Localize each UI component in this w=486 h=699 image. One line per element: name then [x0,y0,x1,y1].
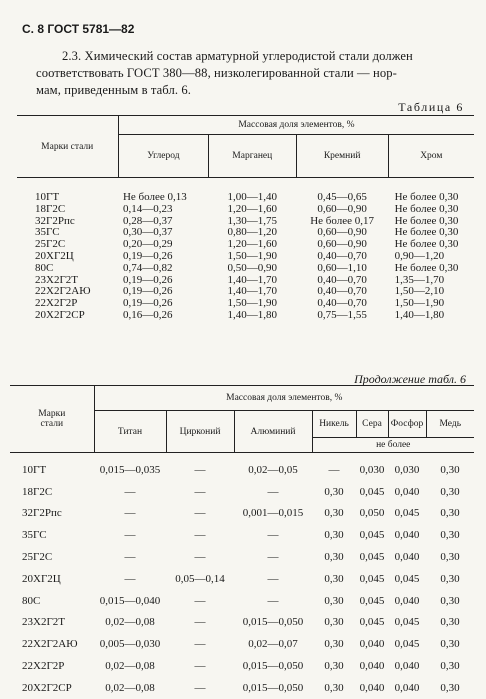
value-cell: 0,001—0,015 [242,507,304,520]
table-row [17,310,475,322]
table-row [17,204,475,216]
value-cell: Не более 0,30 [394,226,459,239]
table-row [10,459,474,481]
value-cell: 1,40—1,70 [227,285,277,298]
grade-cell: 32Г2Рпс [22,507,62,520]
table-row [10,612,474,634]
value-cell: — [194,485,206,498]
value-cell: 0,60—0,90 [317,226,367,239]
value-cell: 0,30 [440,660,460,673]
grade-cell: 35ГС [35,226,60,239]
grade-cell: 23Х2Г2Т [35,273,79,286]
value-cell: 0,90—1,20 [394,249,445,262]
table1-caption: Таблица 6 [398,100,464,114]
table-row [10,677,474,699]
value-cell: — [124,529,136,542]
value-cell: 0,19—0,26 [122,249,173,262]
column-header: Медь [426,411,474,438]
value-cell: — [267,485,279,498]
value-cell: — [194,507,206,520]
table-row [17,263,475,275]
column-header: Марганец [208,135,296,178]
value-cell: 1,20—1,60 [227,238,277,251]
value-cell: — [194,638,206,651]
value-cell: 0,75—1,55 [317,308,367,321]
value-cell: 0,045 [394,507,420,520]
column-header: Углерод [118,135,208,178]
value-cell: 0,30 [324,507,344,520]
value-cell: — [194,551,206,564]
paragraph-line-2: соответствовать ГОСТ 380—88, низколегированной стали — нор- [36,66,397,80]
value-cell: — [267,551,279,564]
value-cell: 0,40—0,70 [317,285,367,298]
grade-cell: 35ГС [22,529,47,542]
value-cell: 0,040 [359,681,385,694]
value-cell: 0,015—0,050 [242,616,304,629]
grade-column-header: Марки стали [17,116,119,178]
value-cell: 0,30 [440,485,460,498]
value-cell: 1,50—2,10 [394,285,445,298]
column-header: Хром [388,135,474,178]
table-row [10,481,474,503]
page-header: С. 8 ГОСТ 5781—82 [22,22,135,36]
value-cell: 0,040 [394,485,420,498]
value-cell: 0,80—1,20 [227,226,277,239]
value-cell: — [194,616,206,629]
value-cell: 0,02—0,05 [248,463,298,476]
grade-cell: 20Х2Г2СР [35,308,85,321]
value-cell: — [328,463,340,476]
value-cell: 0,050 [359,507,385,520]
table-6 [16,115,474,322]
value-cell: 0,50—0,90 [227,261,277,274]
value-cell: 0,30 [324,660,344,673]
value-cell: — [194,529,206,542]
value-cell: 1,35—1,70 [394,273,445,286]
group-header: Массовая доля элементов, % [94,386,474,411]
value-cell: 0,045 [394,616,420,629]
value-cell: 0,19—0,26 [122,273,173,286]
value-cell: 0,30 [440,572,460,585]
grade-cell: 22Х2Г2Р [22,660,65,673]
value-cell: 0,05—0,14 [175,572,225,585]
grade-cell: 20ХГ2Ц [22,572,61,585]
value-cell: 0,045 [394,572,420,585]
value-cell: 0,30 [440,616,460,629]
value-cell: — [124,507,136,520]
value-cell: 0,30 [324,681,344,694]
value-cell: 0,19—0,26 [122,285,173,298]
table-row [17,251,475,263]
grade-column-header: Марки стали [10,386,94,453]
value-cell: 0,045 [359,594,385,607]
table2-caption: Продолжение табл. 6 [354,372,466,386]
grade-cell: 10ГТ [35,191,60,203]
value-cell: 0,16—0,26 [122,308,173,321]
grade-cell: 25Г2С [35,238,66,251]
value-cell: 0,30 [324,572,344,585]
value-cell: 0,30 [440,638,460,651]
table-row [10,568,474,590]
value-cell: 0,60—0,90 [317,202,367,215]
value-cell: 0,30 [324,529,344,542]
value-cell: 0,30 [440,529,460,542]
value-cell: — [124,572,136,585]
value-cell: — [124,485,136,498]
value-cell: — [267,594,279,607]
value-cell: 0,28—0,37 [122,214,173,227]
grade-cell: 22Х2Г2АЮ [22,638,78,651]
value-cell: 0,30 [324,638,344,651]
value-cell: 0,40—0,70 [317,273,367,286]
value-cell: Не более 0,30 [394,261,459,274]
grade-cell: 20ХГ2Ц [35,249,74,262]
value-cell: 0,30 [440,594,460,607]
paragraph-line-1: 2.3. Химический состав арматурной углеродистой стали должен [62,49,413,63]
grade-cell: 18Г2С [22,485,53,498]
value-cell: 0,045 [394,638,420,651]
value-cell: Не более 0,30 [394,238,459,251]
value-cell: 0,40—0,70 [317,297,367,310]
value-cell: 1,40—1,80 [394,308,445,321]
value-cell: 0,30 [324,616,344,629]
value-cell: 0,045 [359,529,385,542]
value-cell: 1,50—1,90 [394,297,445,310]
grade-cell: 23Х2Г2Т [22,616,66,629]
table-row [10,590,474,612]
value-cell: 0,19—0,26 [122,297,173,310]
value-cell: Не более 0,30 [394,214,459,227]
value-cell: 0,14—0,23 [122,202,173,215]
value-cell: 0,045 [359,572,385,585]
value-cell: 0,015—0,040 [99,594,161,607]
value-cell: 0,40—0,70 [317,249,367,262]
value-cell: 0,02—0,07 [248,638,298,651]
value-cell: — [194,681,206,694]
table-6-continued [10,385,474,699]
grade-cell: 10ГТ [22,463,47,476]
column-header: Никель [312,411,356,438]
value-cell: 0,60—0,90 [317,238,367,251]
value-cell: 0,20—0,29 [122,238,173,251]
value-cell: 0,30 [324,551,344,564]
value-cell: 0,030 [394,463,420,476]
column-header: Цирконий [166,411,234,453]
paragraph-line-3: мам, приведенным в табл. 6. [36,83,192,97]
grade-cell: 22Х2Г2Р [35,297,78,310]
grade-cell: 80С [22,594,41,607]
grade-cell: 32Г2Рпс [35,214,75,227]
value-cell: 0,74—0,82 [122,261,173,274]
value-cell: 0,015—0,050 [242,681,304,694]
value-cell: — [124,551,136,564]
value-cell: 1,30—1,75 [227,214,277,227]
value-cell: 0,040 [394,594,420,607]
table-row [10,503,474,525]
value-cell: — [267,572,279,585]
grade-cell: 18Г2С [35,202,66,215]
value-cell: 0,30 [440,681,460,694]
value-cell: 0,040 [394,660,420,673]
value-cell: 1,00—1,40 [227,191,277,203]
value-cell: Не более 0,13 [122,191,187,203]
value-cell: 0,30 [440,463,460,476]
value-cell: 0,30 [440,551,460,564]
value-cell: 1,50—1,90 [227,297,277,310]
value-cell: 0,040 [394,681,420,694]
value-cell: 0,030 [359,463,385,476]
value-cell: 0,30 [440,507,460,520]
value-cell: 0,040 [359,660,385,673]
value-cell: 1,50—1,90 [227,249,277,262]
value-cell: 0,045 [359,551,385,564]
value-cell: 0,02—0,08 [105,660,155,673]
column-header: Фосфор [388,411,426,438]
value-cell: 0,005—0,030 [99,638,161,651]
value-cell: 0,30 [324,485,344,498]
value-cell: 1,20—1,60 [227,202,277,215]
value-cell: 0,045 [359,485,385,498]
value-cell: 0,02—0,08 [105,616,155,629]
value-cell: Не более 0,30 [394,202,459,215]
value-cell: 0,040 [394,551,420,564]
value-cell: 0,30 [324,594,344,607]
sub-header: не более [312,438,474,453]
table-row [10,655,474,677]
grade-cell: 25Г2С [22,551,53,564]
column-header: Алюминий [234,411,312,453]
value-cell: — [267,529,279,542]
value-cell: Не более 0,30 [394,191,459,203]
value-cell: Не более 0,17 [310,214,375,227]
value-cell: 1,40—1,70 [227,273,277,286]
value-cell: 0,45—0,65 [317,191,367,203]
value-cell: 0,30—0,37 [122,226,173,239]
value-cell: — [194,660,206,673]
grade-cell: 20Х2Г2СР [22,681,72,694]
value-cell: 0,015—0,050 [242,660,304,673]
value-cell: 0,040 [359,638,385,651]
value-cell: 0,045 [359,616,385,629]
value-cell: 0,040 [394,529,420,542]
column-header: Сера [356,411,388,438]
table-row [10,546,474,568]
column-header: Титан [94,411,166,453]
column-header: Кремний [296,135,388,178]
table-row [10,633,474,655]
value-cell: 1,40—1,80 [227,308,277,321]
grade-cell: 80С [35,261,54,274]
table-row [10,524,474,546]
value-cell: 0,015—0,035 [99,463,161,476]
grade-cell: 22Х2Г2АЮ [35,285,91,298]
value-cell: 0,02—0,08 [105,681,155,694]
value-cell: — [194,463,206,476]
value-cell: 0,60—1,10 [317,261,367,274]
value-cell: — [194,594,206,607]
group-header: Массовая доля элементов, % [118,116,474,135]
